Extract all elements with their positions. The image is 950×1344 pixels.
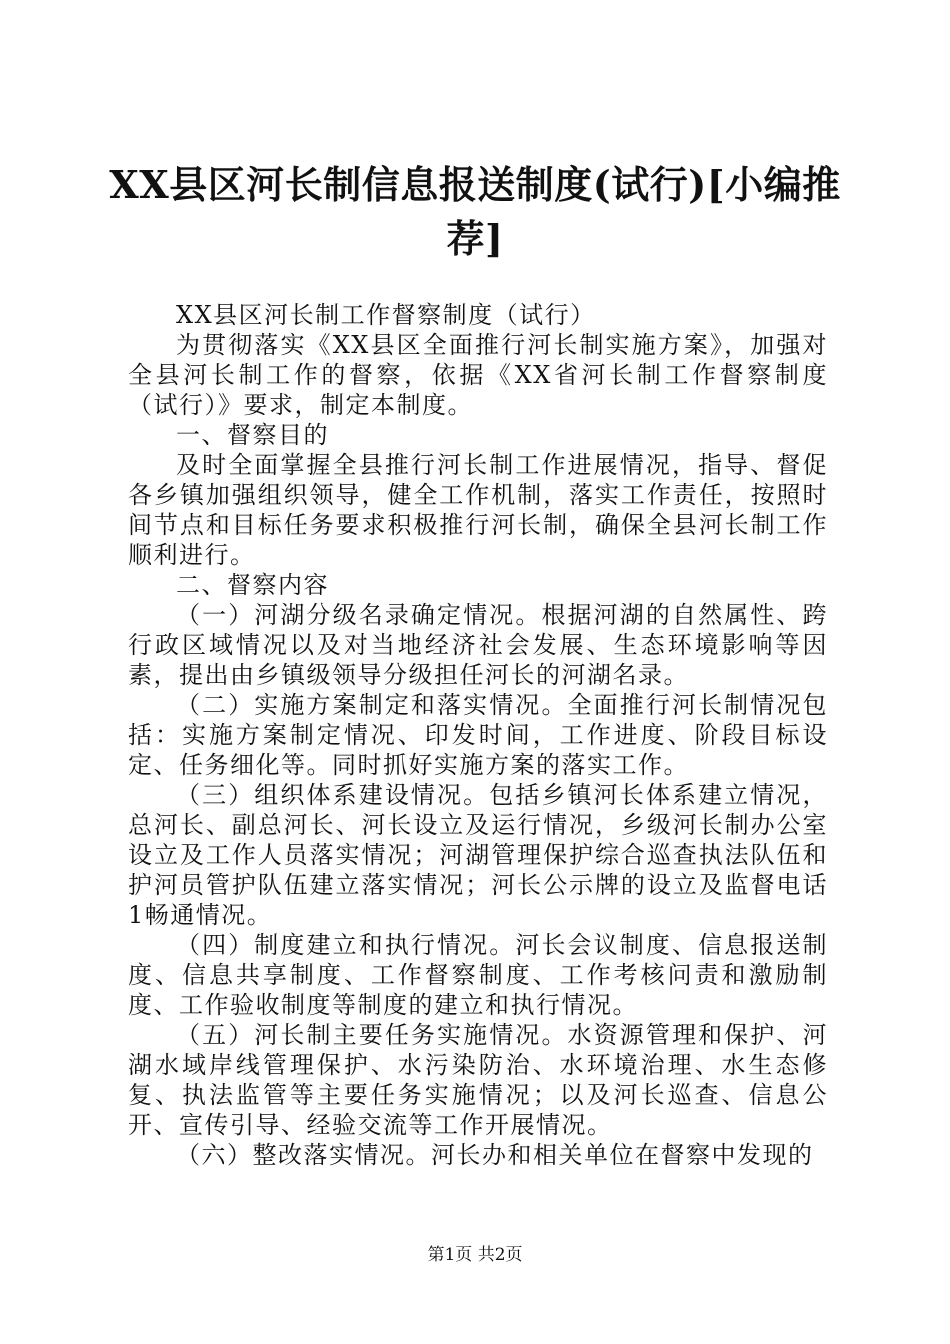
paragraph-item-3: （三）组织体系建设情况。包括乡镇河长体系建立情况，总河长、副总河长、河长设立及运行情况，乡级河长制办公室设立及工作人员落实情况；河湖管理保护综合巡查执法队伍和护河员管护队伍建立落实情况；河长公示牌的设立及监督电话1畅通情况。 [128, 781, 828, 929]
paragraph-purpose: 及时全面掌握全县推行河长制工作进展情况，指导、督促各乡镇加强组织领导，健全工作机制，落实工作责任，按照时间节点和目标任务要求积极推行河长制，确保全县河长制工作顺利进行。 [128, 451, 828, 569]
paragraph-item-6: （六）整改落实情况。河长办和相关单位在督察中发现的 [176, 1141, 814, 1169]
paragraph-item-5: （五）河长制主要任务实施情况。水资源管理和保护、河湖水域岸线管理保护、水污染防治、水环境治理、水生态修复、执法监管等主要任务实施情况；以及河长巡查、信息公开、宣传引导、经验交流等工作开展情况。 [128, 1021, 828, 1139]
paragraph-subtitle: XX县区河长制工作督察制度（试行） [176, 301, 596, 329]
document-title: XX县区河长制信息报送制度(试行)[小编推荐] [109, 162, 841, 261]
paragraph-intro: 为贯彻落实《XX县区全面推行河长制实施方案》，加强对全县河长制工作的督察，依据《XX省河长制工作督察制度（试行）》要求，制定本制度。 [128, 331, 828, 419]
document-body [128, 300, 828, 1170]
section-heading-purpose: 一、督察目的 [176, 421, 329, 449]
paragraph-item-1: （一）河湖分级名录确定情况。根据河湖的自然属性、跨行政区域情况以及对当地经济社会发展、生态环境影响等因素，提出由乡镇级领导分级担任河长的河湖名录。 [128, 601, 828, 689]
paragraph-item-2: （二）实施方案制定和落实情况。全面推行河长制情况包括：实施方案制定情况、印发时间，工作进度、阶段目标设定、任务细化等。同时抓好实施方案的落实工作。 [128, 691, 828, 779]
paragraph-item-4: （四）制度建立和执行情况。河长会议制度、信息报送制度、信息共享制度、工作督察制度、工作考核问责和激励制度、工作验收制度等制度的建立和执行情况。 [128, 931, 828, 1019]
page-number-footer: 第1页 共2页 [427, 1245, 523, 1265]
section-heading-content: 二、督察内容 [176, 571, 329, 599]
